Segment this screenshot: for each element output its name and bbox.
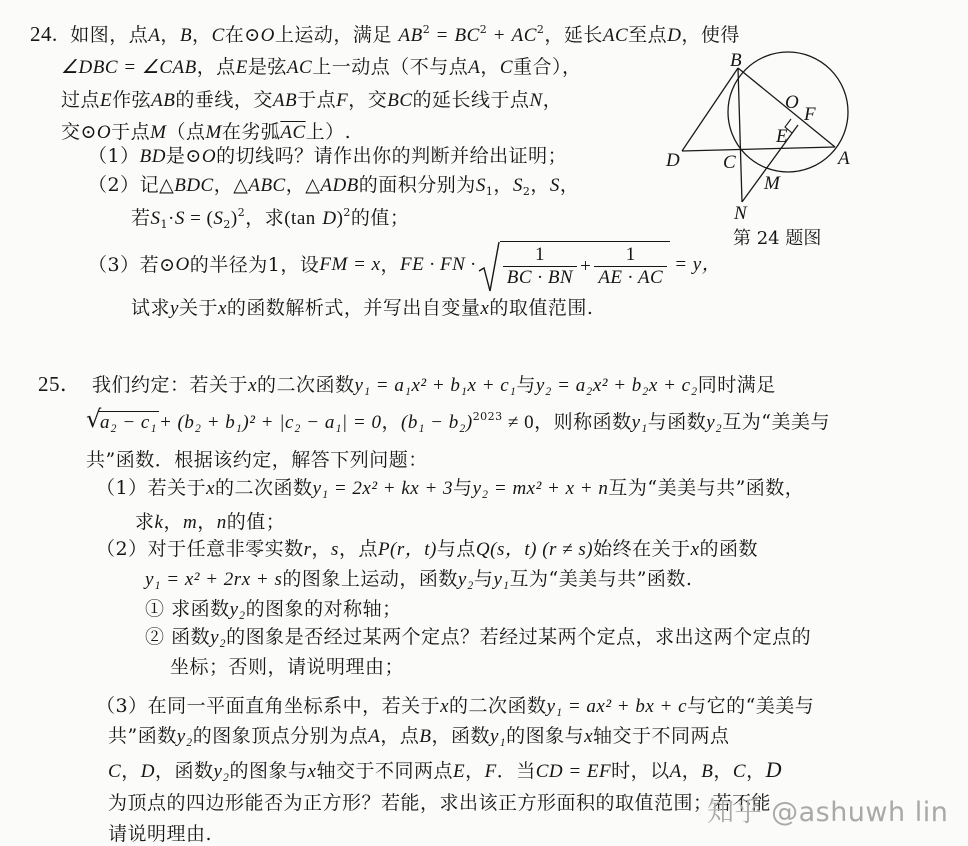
q25-part-3-line-4: 为顶点的四边形能否为正方形？若能，求出该正方形面积的取值范围；若不能 [108, 792, 772, 814]
fraction-1: $\frac{1}{BC \cdot BN}$ [503, 244, 577, 289]
q24-geometry-figure: B O F E D C A M N [660, 40, 880, 270]
q25-part-2-sub-2-line-2: 坐标；否则，请说明理由； [170, 656, 405, 678]
q25-number: 25． [38, 372, 82, 396]
q25-part-3-line-5: 请说明理由. [108, 823, 213, 845]
q25-part-1-line-2: 求k，m，n的值； [135, 511, 286, 533]
q25-part-2-sub-1: ① 求函数y₂的图象的对称轴； [145, 598, 402, 620]
q25-part-2-line-2: y₁ = x² + 2rx + s的图象上运动，函数y₂与y₁互为“美美与共”函数. [145, 568, 693, 590]
square-root-a2-c1: √ a₂ − c₁ [86, 411, 159, 435]
square-root-expression: $\frac{1}{BC \cdot BN}$ + $\frac{1}{AE \cdot AC}$ [478, 241, 670, 289]
q24-part-2-line-1: （2）记△BDC，△ABC，△ADB的面积分别为$S_1$，$S_2$，S， [88, 174, 580, 198]
q25-line-1: 25． 我们约定：若关于x的二次函数y₁ = a₁x² + b₁x + c₁与y₂ = a₂x² + b₂x + c₂同时满足 [38, 372, 776, 396]
q24-line-4: 交⊙O于点M（点M在劣弧$\overline{AC}$上）. [61, 121, 352, 143]
q24-line-1: 24. 如图，点A，B，C在⊙O上运动，满足 $AB^2 = BC^2 + AC^2$，延长AC至点D，使得 [30, 22, 740, 46]
q25-part-1-line-1: （1）若关于x的二次函数y₁ = 2x² + kx + 3与y₂ = mx² + x + n互为“美美与共”函数， [96, 477, 805, 499]
q25-part-3-line-3: C，D，函数y₂的图象与x轴交于不同两点E，F．当CD = EF时，以A，B，C，D [108, 757, 783, 782]
q24-number: 24. [30, 22, 58, 46]
fraction-2: $\frac{1}{AE \cdot AC}$ [594, 244, 667, 289]
q25-part-3-line-2: 共”函数y₂的图象顶点分别为点A，点B，函数y₁的图象与x轴交于不同两点 [108, 725, 730, 747]
q25-line-3: 共”函数．根据该约定，解答下列问题： [86, 449, 428, 471]
q24-part-1: （1）BD是⊙O的切线吗？请作出你的判断并给出证明； [88, 145, 568, 167]
q25-line-2: √ a₂ − c₁ + (b₂ + b₁)² + |c₂ − a₁| = 0，$(b_1 - b_2)^{2023} \ne 0$，则称函数y₁与函数y₂互为“美美与 [86, 410, 830, 435]
radical-sign-icon [478, 241, 500, 293]
q24-line-2: ∠DBC = ∠CAB，点E是弦AC上一动点（不与点A，C重合）， [61, 56, 582, 78]
q24-part-3-line-1: （3） 若⊙ O 的半径为1，设 FM = x ， FE · FN · $\frac{1}{BC \cdot BN}$ + $\frac{1}{AE \cdot AC}$ = y， [88, 240, 721, 290]
arc-ac: $\overline{AC}$ [280, 122, 306, 143]
q25-part-2-sub-2-line-1: ② 函数y₂的图象是否经过某两个定点？若经过某两个定点，求出这两个定点的 [145, 626, 812, 648]
q25-part-3-line-1: （3）在同一平面直角坐标系中，若关于x的二次函数y₁ = ax² + bx + c与它的“美美与 [96, 695, 815, 717]
zhihu-watermark: 知乎 @ashuwh lin [707, 797, 949, 828]
q25-part-2-line-1: （2）对于任意非零实数r，s，点P(r，t)与点Q(s，t) (r ≠ s)始终在关于x的函数 [96, 538, 759, 560]
q24-part-2-line-2: 若$S_1\cdot S = (S_2)^2$，求(tan D)$^2$的值； [131, 206, 410, 231]
figure-caption: 第 24 题图 [733, 228, 822, 249]
q24-part-3-line-2: 试求y关于x的函数解析式，并写出自变量x的取值范围. [131, 297, 594, 319]
q24-line-3: 过点E作弦AB的垂线，交AB于点F，交BC的延长线于点N， [61, 89, 563, 111]
